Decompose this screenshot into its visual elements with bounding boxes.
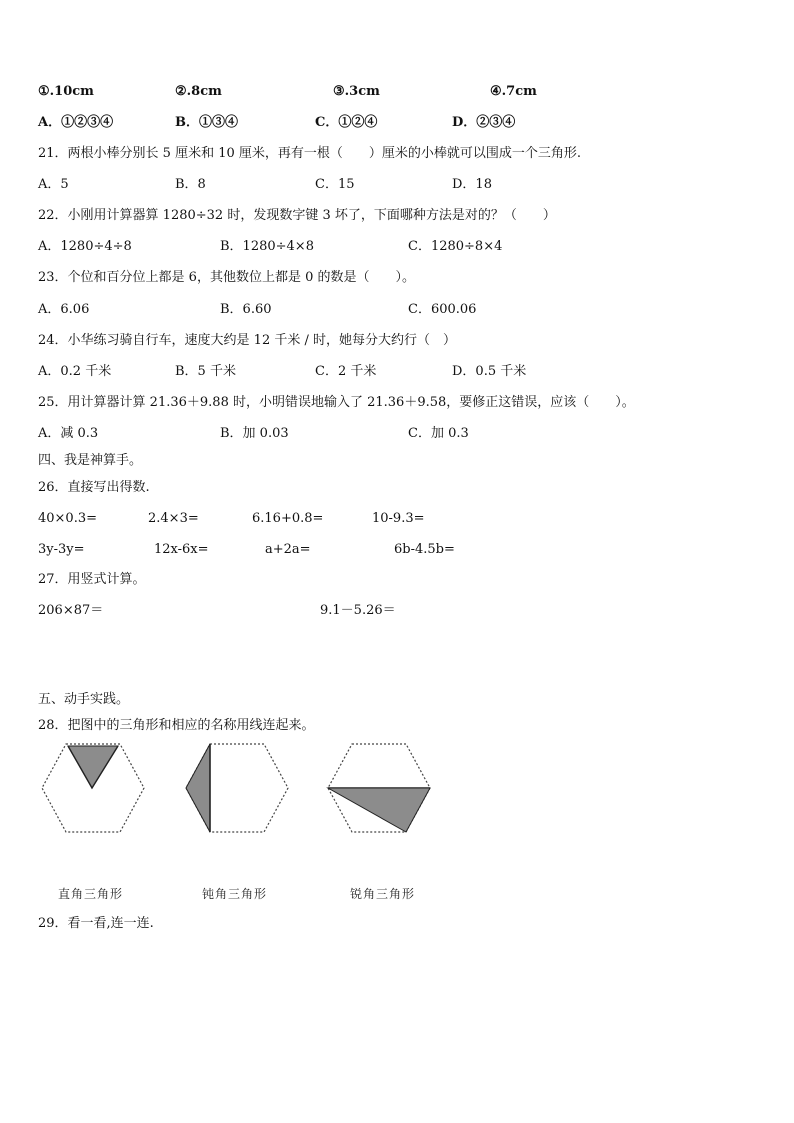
q24-choice-d: D．0.5 千米 — [452, 364, 527, 379]
q22-question: 22．小刚用计算器算 1280÷32 时，发现数字键 3 坏了，下面哪种方法是对的？（ ） — [38, 208, 556, 223]
option-2: ②.8cm — [175, 84, 222, 99]
q21-choice-d: D．18 — [452, 177, 492, 192]
q25-choice-c: C．加 0.3 — [408, 426, 469, 441]
hexagon-figure-2 — [184, 740, 290, 836]
section-5-heading: 五、动手实践。 — [38, 692, 130, 707]
q24-choice-a: A．0.2 千米 — [38, 364, 112, 379]
q20-choice-a: A．①②③④ — [38, 115, 114, 130]
q24-choice-c: C．2 千米 — [315, 364, 377, 379]
q26-item-4: 10-9.3= — [372, 511, 425, 526]
q26-question: 26．直接写出得数. — [38, 480, 150, 495]
q26-item-1: 40×0.3= — [38, 511, 98, 526]
section-4-heading: 四、我是神算手。 — [38, 453, 143, 468]
q25-question: 25．用计算器计算 21.36＋9.88 时，小明错误地输入了 21.36＋9.58，要修正这错误，应该（ ）。 — [38, 395, 635, 410]
q20-choice-b: B．①③④ — [175, 115, 238, 130]
option-4: ④.7cm — [490, 84, 537, 99]
q25-choice-a: A．减 0.3 — [38, 426, 99, 441]
q23-choice-b: B．6.60 — [220, 302, 272, 317]
q20-choice-c: C．①②④ — [315, 115, 378, 130]
option-1: ①.10cm — [38, 84, 94, 99]
q24-question: 24．小华练习骑自行车，速度大约是 12 千米 / 时，她每分大约行（ ） — [38, 333, 456, 348]
q27-item-1: 206×87＝ — [38, 603, 104, 618]
q22-choice-b: B．1280÷4×8 — [220, 239, 314, 254]
q23-choice-a: A．6.06 — [38, 302, 90, 317]
q27-question: 27．用竖式计算。 — [38, 572, 146, 587]
q21-choice-c: C．15 — [315, 177, 355, 192]
q23-choice-c: C．600.06 — [408, 302, 477, 317]
q26-item-8: 6b-4.5b= — [394, 542, 455, 557]
q26-item-3: 6.16+0.8= — [252, 511, 324, 526]
q26-item-5: 3y-3y= — [38, 542, 85, 557]
q21-choice-a: A．5 — [38, 177, 69, 192]
label-obtuse-triangle: 钝角三角形 — [202, 887, 268, 901]
label-right-triangle: 直角三角形 — [58, 887, 124, 901]
q21-question: 21．两根小棒分别长 5 厘米和 10 厘米，再有一根（ ）厘米的小棒就可以围成一个三角形. — [38, 146, 582, 161]
q23-question: 23．个位和百分位上都是 6，其他数位上都是 0 的数是（ ）。 — [38, 270, 415, 285]
q25-choice-b: B．加 0.03 — [220, 426, 289, 441]
option-3: ③.3cm — [333, 84, 380, 99]
q20-choice-d: D．②③④ — [452, 115, 516, 130]
q29-question: 29．看一看,连一连. — [38, 916, 154, 931]
q26-item-7: a+2a= — [265, 542, 311, 557]
q26-item-6: 12x-6x= — [154, 542, 209, 557]
hexagon-figure-3 — [326, 740, 432, 836]
label-acute-triangle: 锐角三角形 — [350, 887, 416, 901]
q21-choice-b: B．8 — [175, 177, 206, 192]
q22-choice-c: C．1280÷8×4 — [408, 239, 503, 254]
q26-item-2: 2.4×3= — [148, 511, 199, 526]
hexagon-figure-1 — [40, 740, 146, 836]
q22-choice-a: A．1280÷4÷8 — [38, 239, 132, 254]
q27-item-2: 9.1－5.26＝ — [320, 603, 396, 618]
q28-question: 28．把图中的三角形和相应的名称用线连起来。 — [38, 718, 315, 733]
q24-choice-b: B．5 千米 — [175, 364, 236, 379]
